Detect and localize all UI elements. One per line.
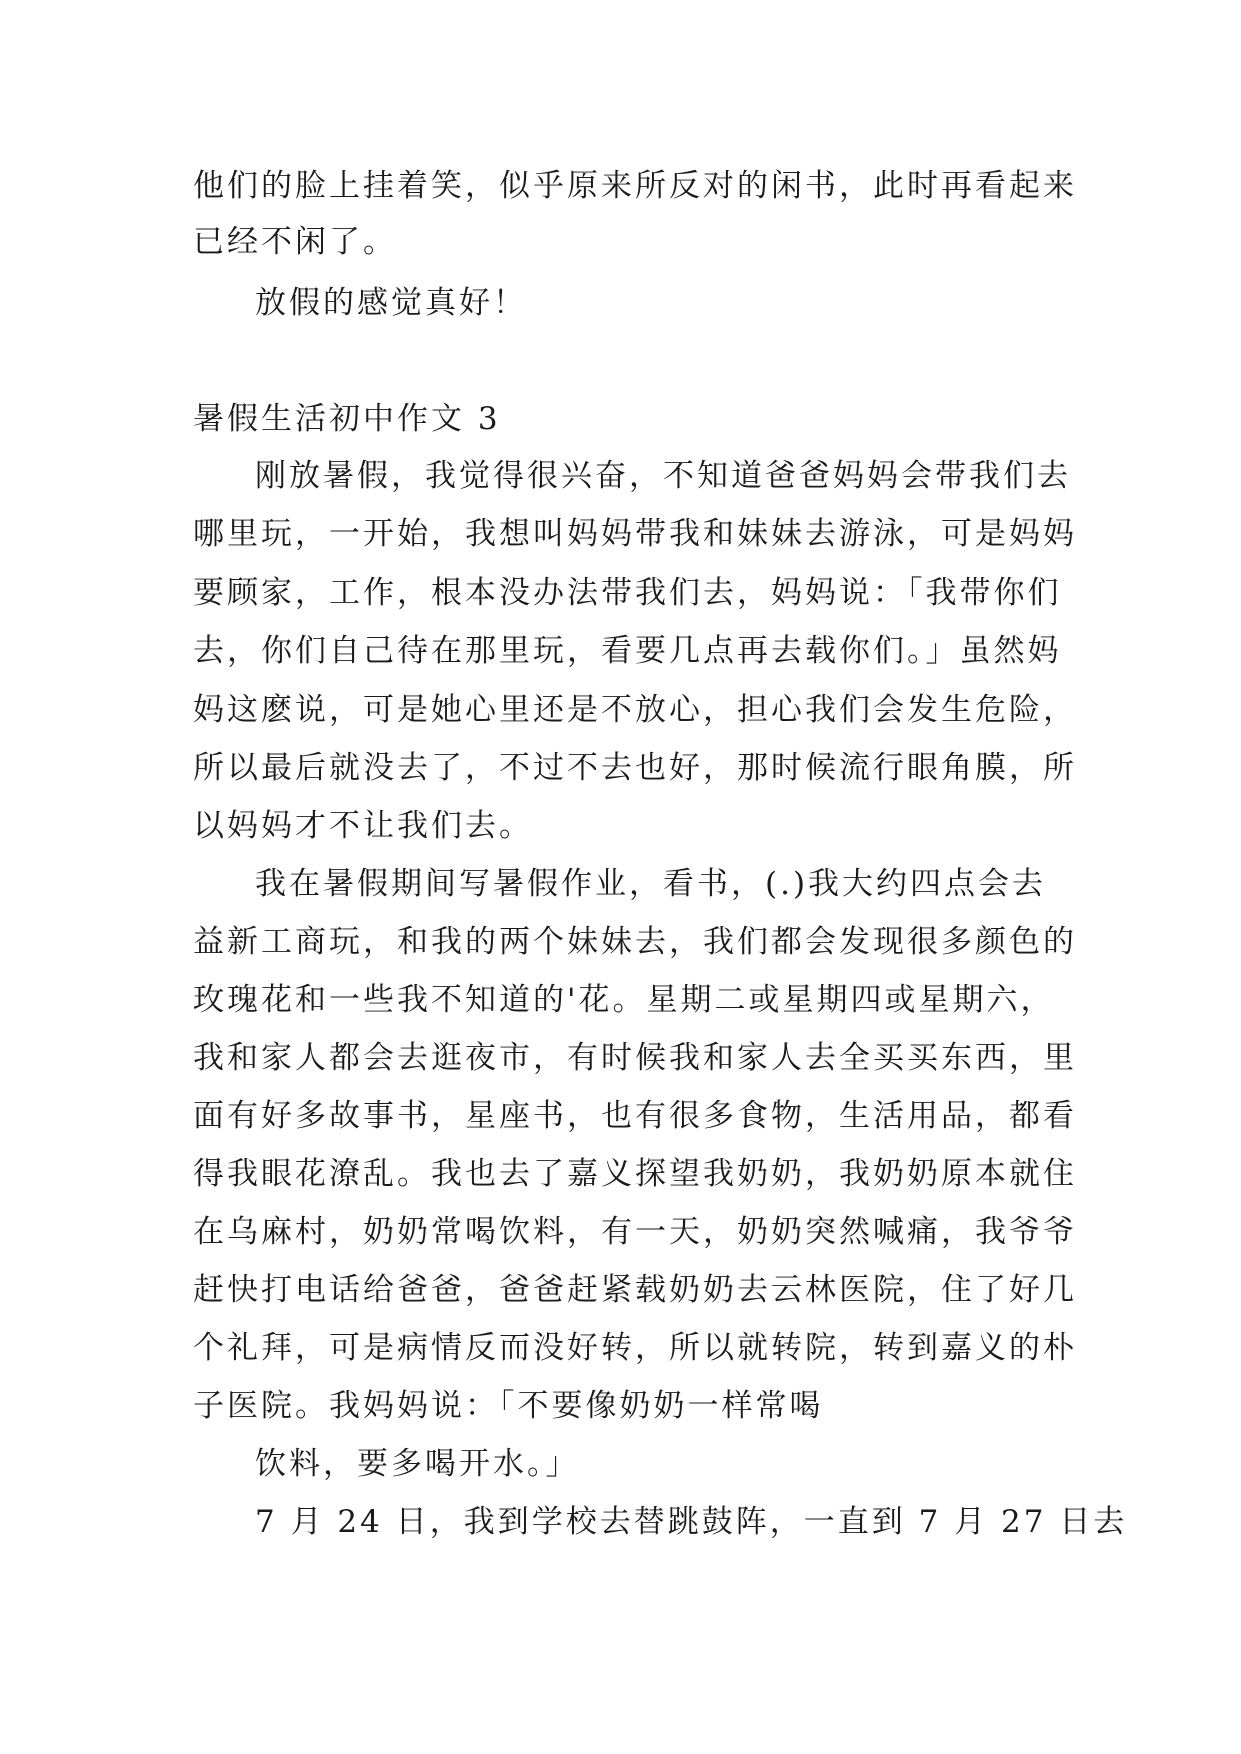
text-line: 赶快打电话给爸爸，爸爸赶紧载奶奶去云林医院，住了好几	[193, 1272, 1077, 1308]
text-line: 刚放暑假，我觉得很兴奋，不知道爸爸妈妈会带我们去	[255, 458, 1071, 494]
text-line: 要顾家，工作，根本没办法带我们去，妈妈说：「我带你们	[193, 575, 1062, 611]
text-line: 去，你们自己待在那里玩，看要几点再去载你们。」虽然妈	[193, 633, 1062, 669]
section-heading: 暑假生活初中作文 3	[193, 401, 501, 437]
text-line: 饮料，要多喝开水。」	[255, 1446, 580, 1482]
text-line: 他们的脸上挂着笑，似乎原来所反对的闲书，此时再看起来	[193, 168, 1077, 204]
text-line: 哪里玩，一开始，我想叫妈妈带我和妹妹去游泳，可是妈妈	[193, 516, 1077, 552]
text-line: 玫瑰花和一些我不知道的'花。星期二或星期四或星期六，	[193, 982, 1055, 1018]
text-line: 已经不闲了。	[193, 224, 397, 260]
text-line: 在乌麻村，奶奶常喝饮料，有一天，奶奶突然喊痛，我爷爷	[193, 1214, 1077, 1250]
text-line: 妈这麽说，可是她心里还是不放心，担心我们会发生危险，	[193, 692, 1077, 728]
text-line: 我和家人都会去逛夜市，有时候我和家人去全买买东西，里	[193, 1040, 1077, 1076]
text-line: 面有好多故事书，星座书，也有很多食物，生活用品，都看	[193, 1098, 1077, 1134]
text-line: 以妈妈才不让我们去。	[193, 808, 533, 844]
text-line: 益新工商玩，和我的两个妹妹去，我们都会发现很多颜色的	[193, 924, 1077, 960]
text-line: 得我眼花潦乱。我也去了嘉义探望我奶奶，我奶奶原本就住	[193, 1156, 1077, 1192]
text-line: 放假的感觉真好！	[255, 285, 527, 321]
text-line: 个礼拜，可是病情反而没好转，所以就转院，转到嘉义的朴	[193, 1330, 1077, 1366]
text-line: 子医院。我妈妈说：「不要像奶奶一样常喝	[193, 1388, 824, 1424]
text-line: 7 月 24 日，我到学校去替跳鼓阵，一直到 7 月 27 日去	[255, 1504, 1128, 1540]
text-line: 我在暑假期间写暑假作业，看书，(.)我大约四点会去	[255, 866, 1047, 902]
text-line: 所以最后就没去了，不过不去也好，那时候流行眼角膜，所	[193, 750, 1077, 786]
